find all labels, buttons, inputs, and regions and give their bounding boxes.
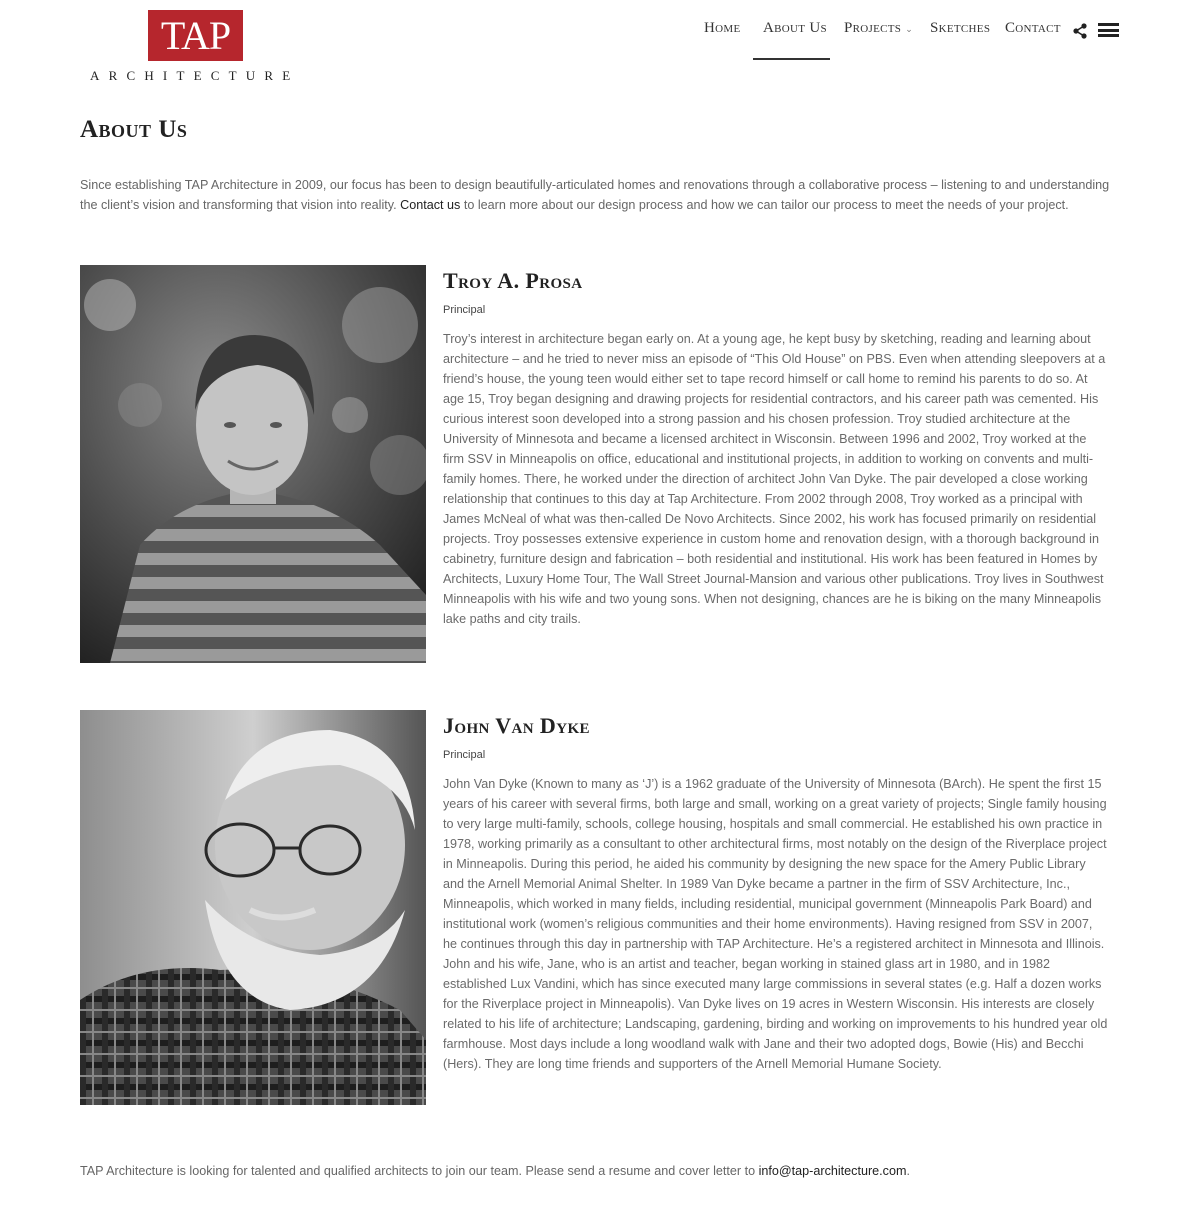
nav-about-us-label: About Us	[763, 20, 827, 36]
person-bio-text: John Van Dyke (Known to many as ‘J’) is a 1962 graduate of the University of Minnesota (BArch). He spent the first 15 years of his career with several firms, both large and small, working on a great variety of projects; Single family housing to very large multi-family, schools, college housing, hospitals and small commercial. He established his own practice in 1978, working primarily as a consultant to other architectural firms, most notably on the design of the Riverplace project in Minneapolis. During this period, he aided his community by designing the new space for the Amery Public Library and the Arnell Memorial Animal Shelter. In 1989 Van Dyke became a partner in the firm of SSV Architecture, Inc., Minneapolis, which worked in many fields, including residential, municipal government (Minneapolis Park Board) and institutional work (women’s religious communities and their home environments). Having resigned from SSV in 2007, he continues through this day in partnership with TAP Architecture. He’s a registered architect in Minnesota and Illinois. John and his wife, Jane, who is an artist and teacher, began working in stained glass art in 1980, and in 1982 established Lux Vandini, which has since executed many large commissions in several states (e.g. Half a dozen works for the Riverplace project in Minneapolis). Van Dyke lives on 19 acres in Western Wisconsin. His interests are closely related to his life of architecture; Landscaping, gardening, birding and working on improvements to his hundred year old farmhouse. Most days include a long woodland walk with Jane and their two adopted dogs, Bowie (His) and Becchi (Hers). They are long time friends and supporters of the Arnell Memorial Humane Society.	[443, 777, 1108, 1071]
careers-text-end: .	[906, 1164, 910, 1178]
troy-prosa-bio	[443, 268, 1108, 629]
troy-prosa-photo	[80, 265, 426, 663]
person-bio-text: Troy’s interest in architecture began early on. At a young age, he kept busy by sketching, reading and learning about architecture – and he tried to never miss an episode of “This Old House” on PBS. Even when attending sleepovers at a friend’s house, the young teen would either set to tape record himself or call home to remind his parents to do so. At age 15, Troy began designing and drawing projects for residential contractors, and his career path was cemented. His curious interest soon developed into a strong passion and his chosen profession. Troy studied architecture at the University of Minnesota and became a licensed architect in Wisconsin. Between 1996 and 2002, Troy worked at the firm SSV in Minneapolis on office, educational and institutional projects, in addition to working on convents and multi-family homes. There, he worked under the direction of architect John Van Dyke. The pair developed a close working relationship that continues to this day at Tap Architecture. From 2002 through 2008, Troy worked as a principal with James McNeal of what was then-called De Novo Architects. Since 2002, his work has focused primarily on residential projects. Troy possesses extensive experience in custom home and renovation design, with a thorough background in cabinetry, furniture design and fabrication – both residential and institutional. His work has been featured in Homes by Architects, Luxury Home Tour, The Wall Street Journal-Mansion and various other publications. Troy lives in Southwest Minneapolis with his wife and two young sons. When not designing, chances are he is biking on the many Minneapolis lake paths and city trails.	[443, 332, 1106, 626]
intro-text: Since establishing TAP Architecture in 2009, our focus has been to design beautifully-articulated homes and renovations through a collaborative process – listening to and understanding the client’s vision and transforming that vision into reality.	[80, 178, 1110, 212]
nav-sketches-label: Sketches	[930, 20, 991, 36]
nav-about-us[interactable]	[763, 20, 827, 37]
hamburger-menu-icon[interactable]	[1098, 23, 1119, 37]
nav-sketches[interactable]	[930, 20, 990, 37]
careers-note	[80, 1161, 910, 1181]
nav-contact[interactable]	[1005, 20, 1061, 37]
nav-home[interactable]	[704, 20, 740, 37]
careers-email-link[interactable]: info@tap-architecture.com	[758, 1164, 907, 1178]
page-title: About Us	[80, 116, 188, 143]
share-icon[interactable]	[1073, 23, 1087, 39]
nav-contact-label: Contact	[1005, 20, 1061, 36]
active-nav-indicator	[753, 58, 830, 60]
intro-paragraph	[80, 175, 1120, 215]
chevron-down-icon: ⌄	[905, 24, 914, 34]
person-role: Principal	[443, 304, 486, 316]
person-role: Principal	[443, 749, 486, 761]
logo-mark: TAP	[148, 10, 243, 61]
john-van-dyke-bio	[443, 713, 1108, 1074]
logo-wordmark: ARCHITECTURE	[90, 68, 300, 83]
person-name: John Van Dyke	[443, 713, 590, 738]
john-van-dyke-photo	[80, 710, 426, 1105]
careers-text: TAP Architecture is looking for talented and qualified architects to join our team. Please send a resume and cover letter to	[80, 1164, 759, 1178]
contact-us-link[interactable]: Contact us	[400, 198, 461, 212]
nav-projects-label: Projects	[844, 20, 902, 36]
person-name: Troy A. Prosa	[443, 268, 583, 293]
nav-projects[interactable]	[844, 20, 913, 37]
intro-text-end: to learn more about our design process and how we can tailor our process to meet the needs of your project.	[460, 198, 1069, 212]
nav-home-label: Home	[704, 20, 741, 36]
tap-architecture-logo[interactable]	[90, 10, 300, 90]
